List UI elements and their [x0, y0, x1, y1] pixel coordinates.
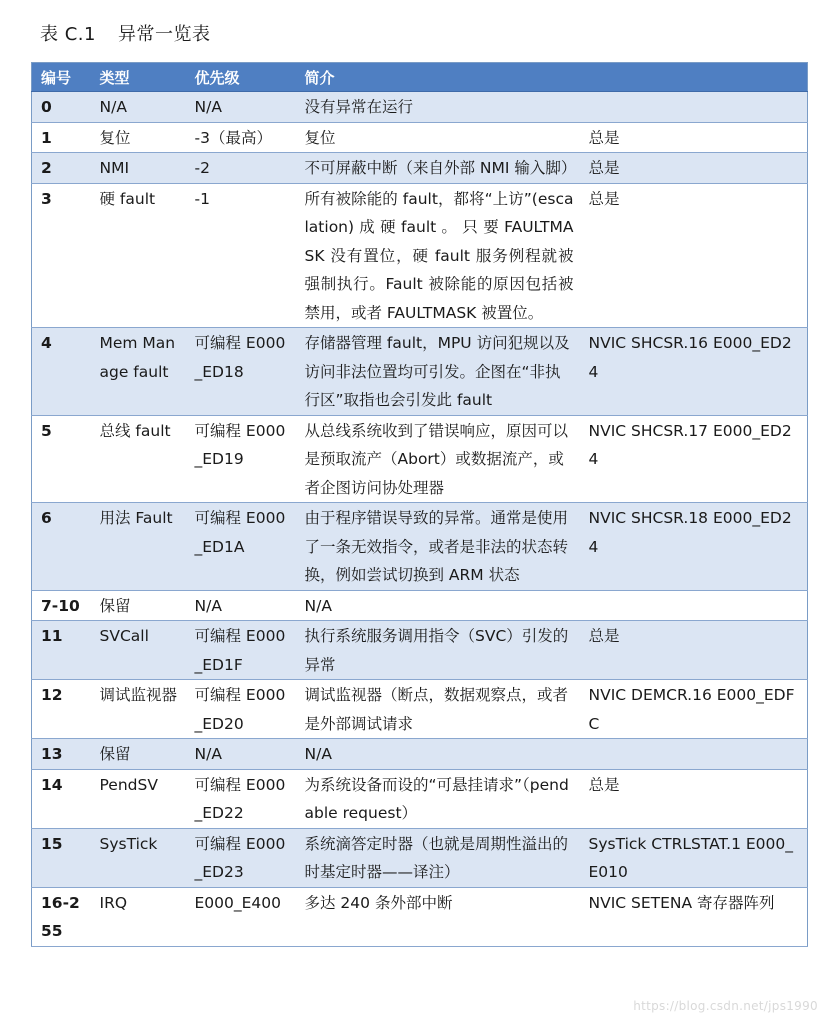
caption-title: 异常一览表 [117, 24, 211, 45]
exception-table [31, 62, 808, 947]
row-id: 14 [32, 769, 91, 828]
table-caption [40, 20, 210, 46]
row-priority: N/A [186, 590, 296, 621]
row-desc: 调试监视器（断点，数据观察点，或者是外部调试请求 [296, 680, 580, 739]
table-row [32, 590, 808, 621]
row-desc: 执行系统服务调用指令（SVC）引发的异常 [296, 621, 580, 680]
row-id: 0 [32, 92, 91, 123]
table-row [32, 153, 808, 184]
row-priority: 可编程 E000_ED1F [186, 621, 296, 680]
row-id: 11 [32, 621, 91, 680]
row-type: N/A [91, 92, 186, 123]
row-id: 16-255 [32, 887, 91, 946]
row-priority: 可编程 E000_ED20 [186, 680, 296, 739]
row-remark [580, 92, 808, 123]
row-type: 保留 [91, 590, 186, 621]
row-id: 5 [32, 415, 91, 503]
table-row [32, 328, 808, 416]
row-type: 硬 fault [91, 183, 186, 328]
row-priority: -2 [186, 153, 296, 184]
row-desc: 为系统设备而设的“可悬挂请求”（pendable request） [296, 769, 580, 828]
row-desc: 存储器管理 fault，MPU 访问犯规以及访问非法位置均可引发。企图在“非执行区”取指也会引发此 fault [296, 328, 580, 416]
row-type: NMI [91, 153, 186, 184]
header-id: 编号 [32, 63, 91, 92]
row-priority: N/A [186, 739, 296, 770]
row-desc: 由于程序错误导致的异常。通常是使用了一条无效指令，或者是非法的状态转换，例如尝试切换到 ARM 状态 [296, 503, 580, 591]
row-desc: 没有异常在运行 [296, 92, 580, 123]
row-type: Mem Manage fault [91, 328, 186, 416]
row-priority: N/A [186, 92, 296, 123]
table-row [32, 621, 808, 680]
header-priority: 优先级 [186, 63, 296, 92]
row-id: 1 [32, 122, 91, 153]
row-priority: 可编程 E000_ED1A [186, 503, 296, 591]
table-row [32, 122, 808, 153]
row-type: 复位 [91, 122, 186, 153]
header-desc: 简介 [296, 63, 580, 92]
header-remark [580, 63, 808, 92]
row-priority: 可编程 E000_ED22 [186, 769, 296, 828]
row-id: 3 [32, 183, 91, 328]
row-id: 2 [32, 153, 91, 184]
table-row [32, 739, 808, 770]
row-remark: 总是 [580, 621, 808, 680]
row-remark: NVIC SHCSR.16 E000_ED24 [580, 328, 808, 416]
row-type: SysTick [91, 828, 186, 887]
row-id: 4 [32, 328, 91, 416]
row-type: SVCall [91, 621, 186, 680]
row-remark: 总是 [580, 183, 808, 328]
header-type: 类型 [91, 63, 186, 92]
row-remark: 总是 [580, 153, 808, 184]
table-row [32, 92, 808, 123]
row-desc: 不可屏蔽中断（来自外部 NMI 输入脚） [296, 153, 580, 184]
row-priority: -1 [186, 183, 296, 328]
row-desc: 系统滴答定时器（也就是周期性溢出的时基定时器——译注） [296, 828, 580, 887]
row-priority: 可编程 E000_ED23 [186, 828, 296, 887]
row-desc: 多达 240 条外部中断 [296, 887, 580, 946]
row-desc: 从总线系统收到了错误响应，原因可以是预取流产（Abort）或数据流产，或者企图访问协处理器 [296, 415, 580, 503]
row-type: 调试监视器 [91, 680, 186, 739]
row-remark: 总是 [580, 769, 808, 828]
row-remark: NVIC SETENA 寄存器阵列 [580, 887, 808, 946]
row-remark: NVIC SHCSR.18 E000_ED24 [580, 503, 808, 591]
row-desc: N/A [296, 739, 580, 770]
row-remark: 总是 [580, 122, 808, 153]
watermark: https://blog.csdn.net/jps1990 [633, 999, 818, 1013]
row-desc: N/A [296, 590, 580, 621]
table-row [32, 503, 808, 591]
table-header-row [32, 63, 808, 92]
row-remark [580, 590, 808, 621]
row-priority: 可编程 E000_ED19 [186, 415, 296, 503]
row-type: IRQ [91, 887, 186, 946]
row-type: 用法 Fault [91, 503, 186, 591]
row-priority: -3（最高） [186, 122, 296, 153]
row-id: 13 [32, 739, 91, 770]
caption-number: 表 C.1 [40, 24, 96, 45]
row-remark: NVIC SHCSR.17 E000_ED24 [580, 415, 808, 503]
table-row [32, 183, 808, 328]
row-type: 保留 [91, 739, 186, 770]
row-remark [580, 739, 808, 770]
table-row [32, 680, 808, 739]
row-remark: SysTick CTRLSTAT.1 E000_E010 [580, 828, 808, 887]
table-row [32, 769, 808, 828]
row-type: 总线 fault [91, 415, 186, 503]
table-row [32, 887, 808, 946]
row-type: PendSV [91, 769, 186, 828]
row-id: 15 [32, 828, 91, 887]
row-desc: 复位 [296, 122, 580, 153]
row-id: 7-10 [32, 590, 91, 621]
table-row [32, 415, 808, 503]
row-remark: NVIC DEMCR.16 E000_EDFC [580, 680, 808, 739]
table-row [32, 828, 808, 887]
row-priority: 可编程 E000_ED18 [186, 328, 296, 416]
row-id: 6 [32, 503, 91, 591]
row-desc: 所有被除能的 fault，都将“上访”(escalation) 成 硬 fault 。 只 要 FAULTMASK 没有置位，硬 fault 服务例程就被强制执行。Fault 被除能的原因包括被禁用，或者 FAULTMASK 被置位。 [296, 183, 580, 328]
row-priority: E000_E400 [186, 887, 296, 946]
row-id: 12 [32, 680, 91, 739]
